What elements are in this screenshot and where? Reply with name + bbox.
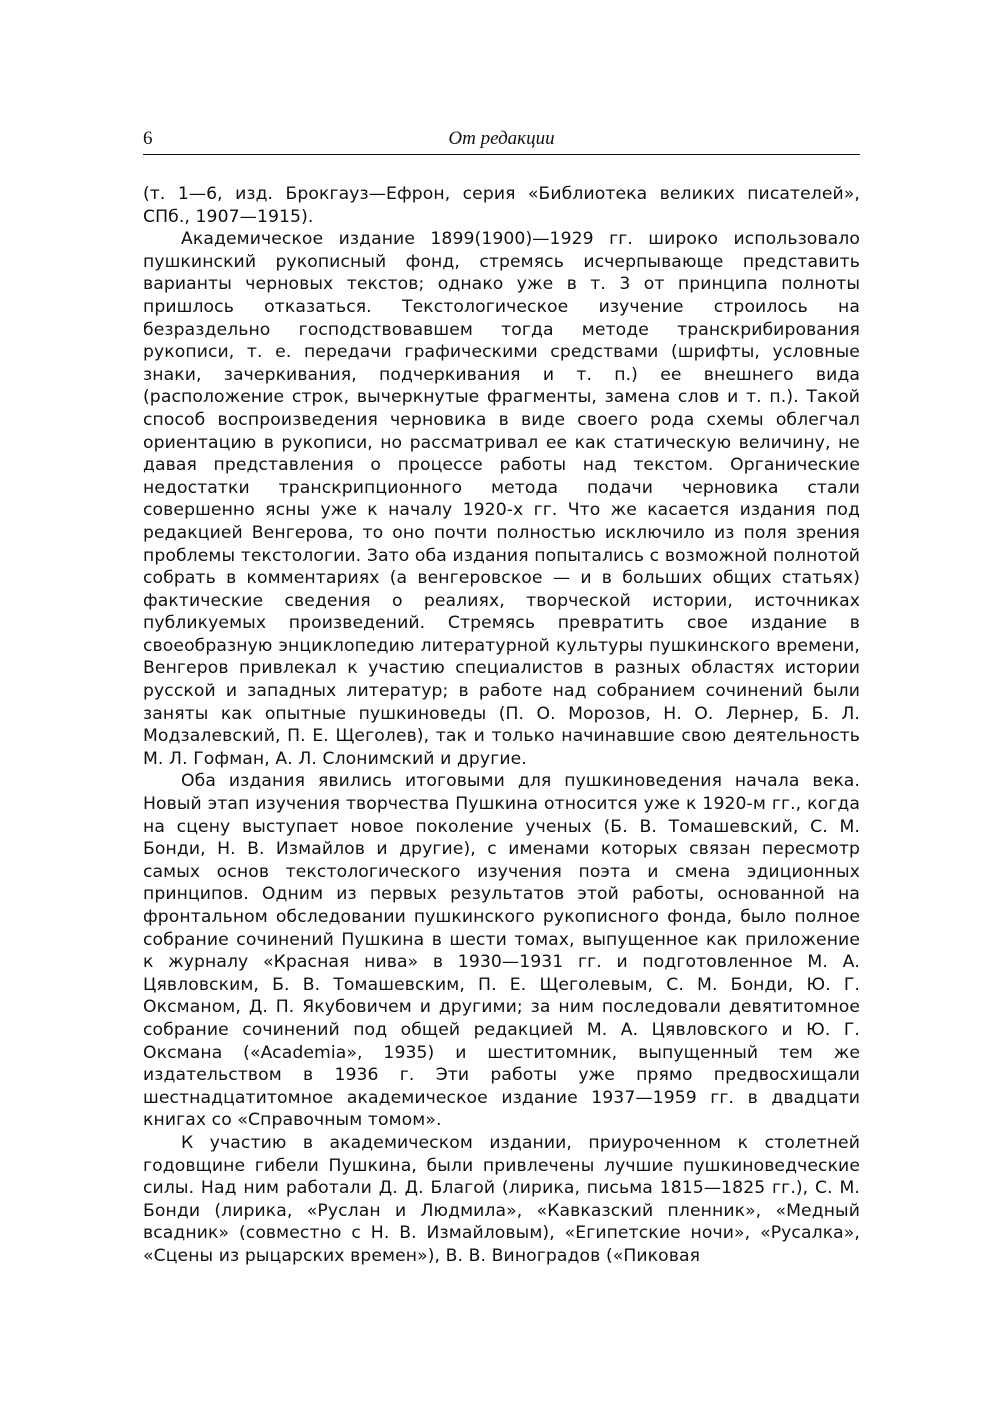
page-number: 6 bbox=[143, 128, 153, 149]
running-head bbox=[143, 128, 860, 155]
paragraph-2: Академическое издание 1899(1900)—1929 гг. широко использовало пушкинский рукописный фонд, стремясь исчерпывающе представить варианты черновых текстов; однако уже в т. 3 от принципа полноты пришлось отказаться. Текстологическое изучение строилось на безраздельно господствовавшем тогда методе транскрибирования рукописи, т. е. передачи графическими средствами (шрифты, условные знаки, зачеркивания, подчеркивания и т. п.) ее внешнего вида (расположение строк, вычеркнутые фрагменты, замена слов и т. п.). Такой способ воспроизведения черновика в виде своего рода схемы облегчал ориентацию в рукописи, но рассматривал ее как статическую величину, не давая представления о процессе работы над текстом. Органические недостатки транскрипционного метода подачи черновика стали совершенно ясны уже к началу 1920-х гг. Что же касается издания под редакцией Венгерова, то оно почти полностью исключило из поля зрения проблемы текстологии. Зато оба издания попытались с возможной полнотой собрать в комментариях (а венгеровское — и в больших общих статьях) фактические сведения о реалиях, творческой истории, источниках публикуемых произведений. Стремясь превратить свое издание в своеобразную энциклопедию литературной культуры пушкинского времени, Венгеров привлекал к участию специалистов в разных областях истории русской и западных литератур; в работе над собранием сочинений были заняты как опытные пушкиноведы (П. О. Морозов, Н. О. Лернер, Б. Л. Модзалевский, П. Е. Щеголев), так и только начинавшие свою деятельность М. Л. Гофман, А. Л. Слонимский и другие. bbox=[143, 229, 860, 769]
paragraph-1: (т. 1—6, изд. Брокгауз—Ефрон, серия «Библиотека великих писателей», СПб., 1907—1915). bbox=[143, 184, 860, 227]
section-title: От редакции bbox=[448, 128, 555, 149]
paragraph-4: К участию в академическом издании, приуроченном к столетней годовщине гибели Пушкина, были привлечены лучшие пушкиноведческие силы. Над ним работали Д. Д. Благой (лирика, письма 1815—1825 гг.), С. М. Бонди (лирика, «Руслан и Людмила», «Кавказский пленник», «Медный всадник» (совместно с Н. В. Измайловым), «Египетские ночи», «Русалка», «Сцены из рыцарских времен»), В. В. Виноградов («Пиковая bbox=[143, 1132, 860, 1266]
body-text bbox=[143, 183, 860, 1268]
paragraph-3: Оба издания явились итоговыми для пушкиноведения начала века. Новый этап изучения творчества Пушкина относится уже к 1920-м гг., когда на сцену выступает новое поколение ученых (Б. В. Томашевский, С. М. Бонди, Н. В. Измайлов и другие), с именами которых связан пересмотр самых основ текстологического изучения поэта и смена эдиционных принципов. Одним из первых результатов этой работы, основанной на фронтальном обследовании пушкинского рукописного фонда, было полное собрание сочинений Пушкина в шести томах, выпущенное как приложение к журналу «Красная нива» в 1930—1931 гг. и подготовленное М. А. Цявловским, Б. В. Томашевским, П. Е. Щеголевым, С. М. Бонди, Ю. Г. Оксманом, Д. П. Якубовичем и другими; за ним последовали девятитомное собрание сочинений под общей редакцией М. А. Цявловского и Ю. Г. Оксмана («Academia», 1935) и шеститомник, выпущенный тем же издательством в 1936 г. Эти работы уже прямо предвосхищали шестнадцатитомное академическое издание 1937—1959 гг. в двадцати книгах со «Справочным томом». bbox=[143, 771, 860, 1131]
